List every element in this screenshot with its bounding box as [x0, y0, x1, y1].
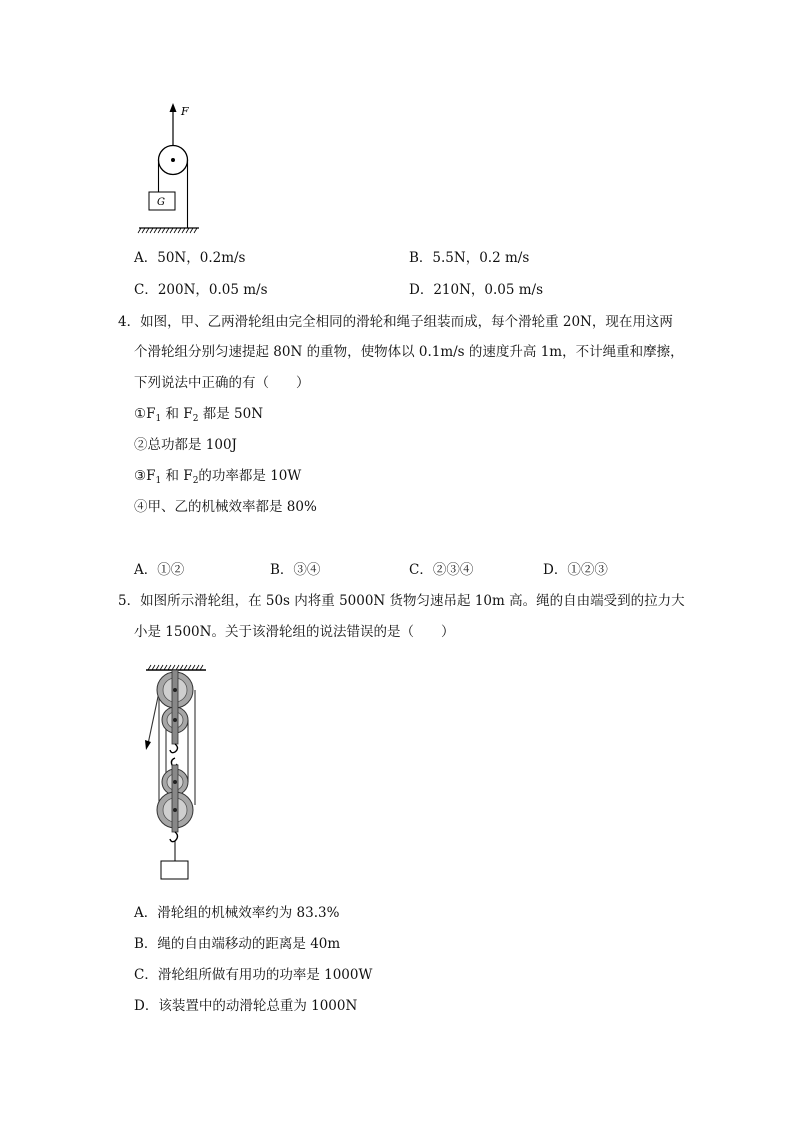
q5-stem-line2: 小是 1500N。关于该滑轮组的说法错误的是（ ） [134, 624, 455, 640]
q4-stem-line2: 个滑轮组分别匀速提起 80N 的重物，使物体以 0.1m/s 的速度升高 1m，不计绳重和摩擦， [134, 344, 684, 360]
q3-option-b: B．5.5N，0.2 m/s [409, 250, 530, 266]
movable-pulley-figure [135, 98, 225, 238]
q4-stem-line1: 4．如图，甲、乙两滑轮组由完全相同的滑轮和绳子组装而成，每个滑轮重 20N，现在用这两 [118, 314, 673, 330]
pulley-block-figure [140, 660, 220, 885]
q3-option-a: A．50N，0.2m/s [134, 250, 246, 266]
force-label: F [181, 105, 189, 118]
q3-option-c: C．200N，0.05 m/s [134, 282, 268, 298]
q4-option-c: C．②③④ [409, 562, 474, 578]
q5-option-a: A．滑轮组的机械效率约为 83.3% [134, 905, 340, 921]
weight-label: G [157, 197, 165, 208]
q4-statement-2: ②总功都是 100J [134, 437, 237, 453]
q5-option-d: D．该装置中的动滑轮总重为 1000N [134, 998, 358, 1014]
q3-option-d: D．210N，0.05 m/s [409, 282, 544, 298]
q5-option-b: B．绳的自由端移动的距离是 40m [134, 936, 341, 952]
q4-stem-line3: 下列说法中正确的有（ ） [134, 375, 310, 391]
q4-option-b: B．③④ [270, 562, 321, 578]
q5-option-c: C．滑轮组所做有用功的功率是 1000W [134, 967, 373, 983]
q4-statement-3: $③F_1$ 和 $F_2$的功率都是 10W [134, 468, 302, 486]
q4-statement-1: $①F_1$ 和 $F_2$ 都是 50N [134, 406, 264, 424]
q5-stem-line1: 5．如图所示滑轮组，在 50s 内将重 5000N 货物匀速吊起 10m 高。绳的自由端受到的拉力大 [118, 593, 685, 609]
q4-option-d: D．①②③ [543, 562, 608, 578]
q4-statement-4: ④甲、乙的机械效率都是 80% [134, 499, 317, 515]
q4-option-a: A．①② [134, 562, 185, 578]
